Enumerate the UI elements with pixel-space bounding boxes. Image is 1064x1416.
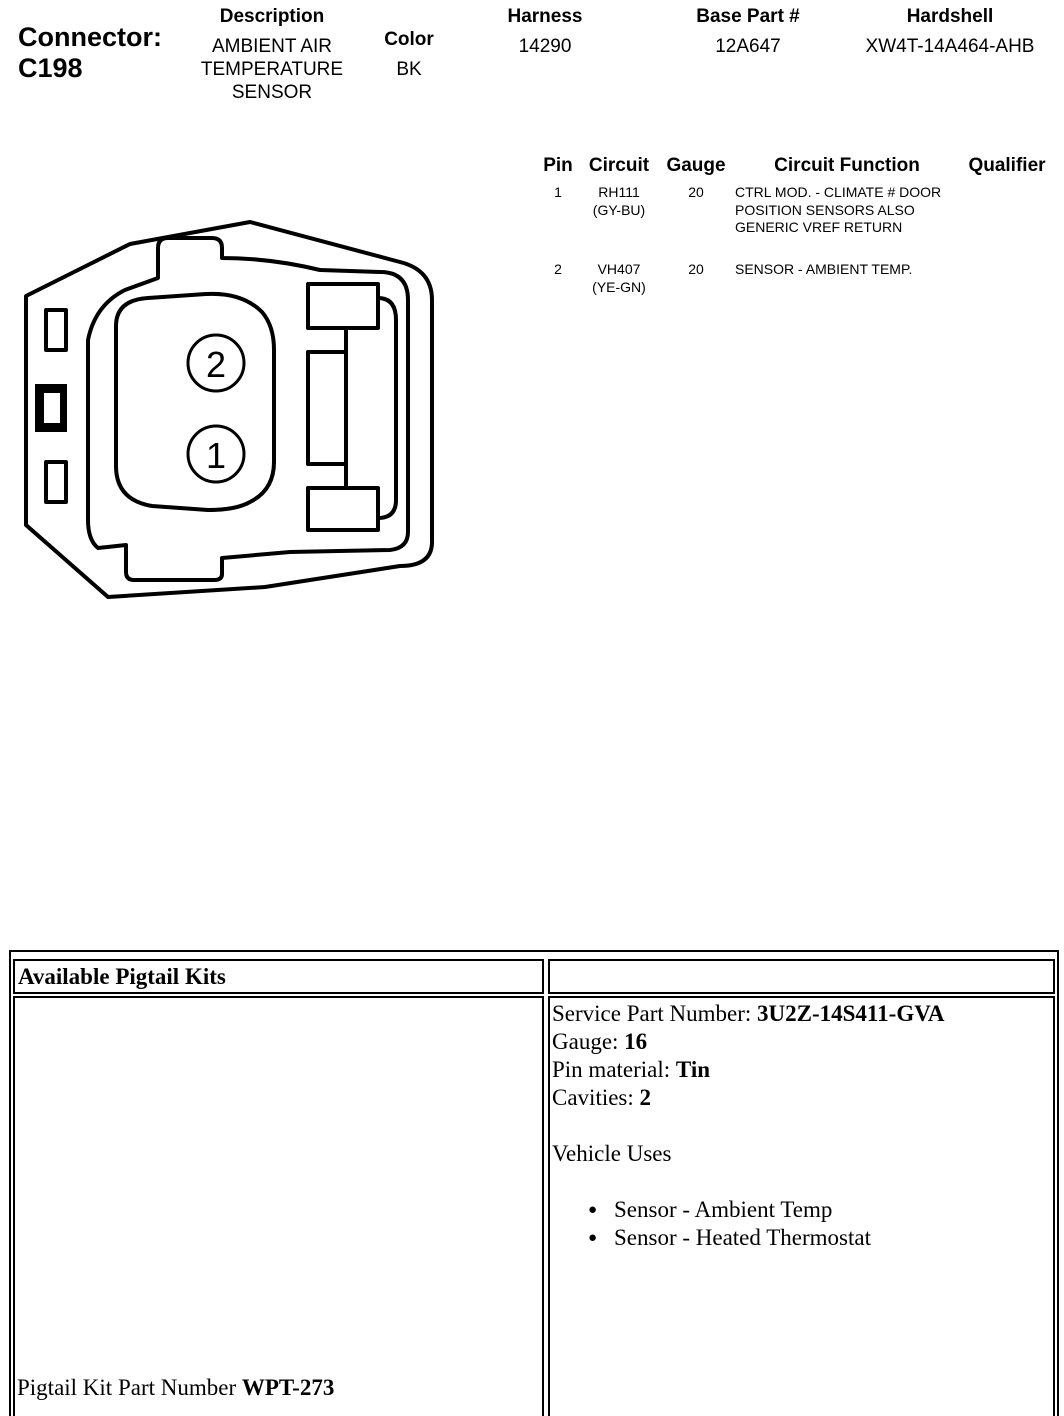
connector-id: C198 (18, 53, 83, 83)
cavities-label: Cavities: (552, 1085, 640, 1110)
row-2-function: SENSOR - AMBIENT TEMP. (735, 261, 913, 277)
col-header-pin: Pin (543, 155, 573, 176)
base-part-value: 12A647 (715, 36, 781, 57)
cavities-value: 2 (639, 1085, 652, 1110)
row-1-gauge: 20 (688, 184, 704, 200)
color-header: Color (384, 29, 434, 50)
cavity-block (116, 294, 274, 510)
col-header-circuit-function: Circuit Function (774, 155, 920, 176)
vehicle-uses-list (552, 1196, 1053, 1252)
cavities-line (552, 1084, 1053, 1112)
pin-material-value: Tin (675, 1057, 711, 1082)
vehicle-use-item: ● Sensor - Ambient Temp (552, 1196, 1053, 1224)
row-1-function: CTRL MOD. - CLIMATE # DOOR POSITION SENSORS ALSO GENERIC VREF RETURN (735, 184, 942, 235)
col-header-gauge: Gauge (666, 155, 726, 176)
description-header: Description (219, 6, 325, 27)
pigtail-kits-header-empty-cell (548, 959, 1055, 994)
color-value: BK (396, 59, 422, 80)
side-clip-top (46, 310, 66, 350)
harness-value: 14290 (518, 36, 572, 57)
pigtail-kit-part-label: Pigtail Kit Part Number (17, 1375, 242, 1400)
latch-arm (378, 298, 396, 518)
hardshell-value: XW4T-14A464-AHB (865, 36, 1035, 57)
cavity-1-label: 1 (205, 435, 227, 476)
hardshell-header: Hardshell (906, 6, 994, 27)
pigtail-kit-part-number: WPT-273 (241, 1375, 335, 1400)
pigtail-kit-right-cell (548, 996, 1055, 1416)
gauge-label: Gauge: (552, 1029, 625, 1054)
harness-header: Harness (507, 6, 583, 27)
terminal-slot-middle (308, 352, 346, 464)
service-part-number: 3U2Z-14S411-GVA (757, 1001, 945, 1026)
gauge-value: 16 (624, 1029, 648, 1054)
pigtail-kit-part-line (17, 1374, 334, 1402)
vehicle-use-item: ● Sensor - Heated Thermostat (552, 1224, 1053, 1252)
col-header-circuit: Circuit (588, 155, 650, 176)
service-part-line (552, 1000, 1053, 1028)
col-header-qualifier: Qualifier (968, 155, 1046, 176)
row-2-gauge: 20 (688, 261, 704, 277)
row-1-pin: 1 (554, 184, 562, 200)
row-2-circuit: VH407 (597, 261, 641, 277)
pin-material-label: Pin material: (552, 1057, 676, 1082)
gauge-line (552, 1028, 1053, 1056)
cavity-2-label: 2 (205, 344, 227, 385)
kit-details (550, 998, 1053, 1252)
terminal-slot-top (308, 284, 378, 328)
row-1-circuit-color: (GY-BU) (592, 202, 646, 218)
side-clip-bottom (46, 462, 66, 502)
pin-material-line (552, 1056, 1053, 1084)
description-value: AMBIENT AIR TEMPERATURE SENSOR (200, 36, 344, 103)
pigtail-kit-left-cell (13, 996, 544, 1416)
connector-face-diagram (0, 0, 460, 620)
service-part-label: Service Part Number: (552, 1001, 758, 1026)
row-2-pin: 2 (554, 261, 562, 277)
base-part-header: Base Part # (696, 6, 800, 27)
row-2-circuit-color: (YE-GN) (592, 279, 646, 295)
polarizing-key-inner (43, 392, 61, 424)
connector-label: Connector: (18, 22, 162, 52)
vehicle-uses-heading: Vehicle Uses (552, 1141, 672, 1166)
terminal-slot-bottom (308, 488, 378, 530)
pigtail-kits-title-cell (13, 959, 544, 994)
pigtail-kits-title: Available Pigtail Kits (18, 964, 226, 989)
row-1-circuit: RH111 (598, 184, 640, 200)
